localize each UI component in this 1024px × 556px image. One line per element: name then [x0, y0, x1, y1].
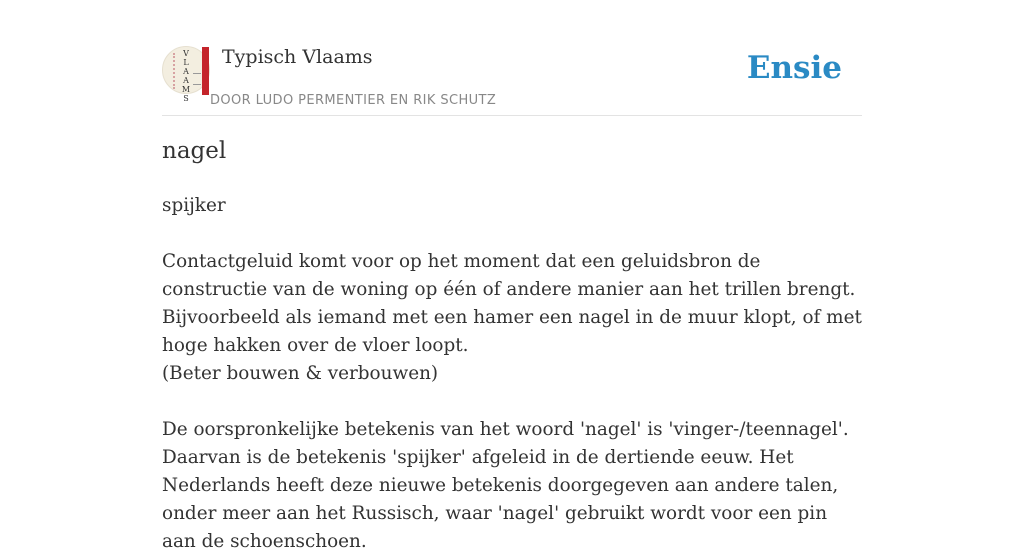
book-authors: DOOR LUDO PERMENTIER EN RIK SCHUTZ: [210, 93, 497, 108]
definition-source: (Beter bouwen & verbouwen): [162, 363, 439, 384]
cover-letter: A: [183, 76, 189, 85]
book-cover-letters: [180, 49, 192, 103]
paragraph-gap: [162, 388, 862, 416]
book-cover-icon[interactable]: [162, 46, 210, 103]
cover-letter: S: [183, 94, 189, 103]
paragraph-gap: [162, 220, 862, 248]
cover-red-edge: [202, 47, 209, 95]
definition-paragraph-2: Contactgeluid komt voor op het moment dat een geluidsbron de constructie van de woning op één of andere manier aan het trillen brengt. Bijvoorbeeld als iemand met een hamer een nagel in de muur klopt, of met hoge hakken over de vloer loopt.: [162, 251, 862, 356]
definition-paragraph-1: spijker: [162, 195, 226, 216]
definition-paragraph-3: De oorspronkelijke betekenis van het woord 'nagel' is 'vinger-/teennagel'. Daarvan is de betekenis 'spijker' afgeleid in de dertiende eeuw. Het Nederlands heeft deze nieuwe betekenis doorgegeven aan andere talen, onder meer aan het Russisch, waar 'nagel' gebruikt wordt voor een pin aan de schoenschoen.: [162, 419, 849, 552]
header: [162, 40, 862, 116]
entry-term: nagel: [162, 138, 227, 164]
cover-letter: L: [183, 58, 189, 67]
cover-decoration-lines: [193, 73, 201, 85]
brand-logo-link[interactable]: Ensie: [746, 50, 842, 86]
cover-letter: V: [183, 49, 189, 58]
book-title-link[interactable]: Typisch Vlaams: [222, 46, 373, 68]
cover-letter: A: [183, 67, 189, 76]
entry-definition: [162, 192, 862, 556]
cover-decoration: [173, 53, 178, 89]
cover-letter: M: [181, 85, 191, 94]
